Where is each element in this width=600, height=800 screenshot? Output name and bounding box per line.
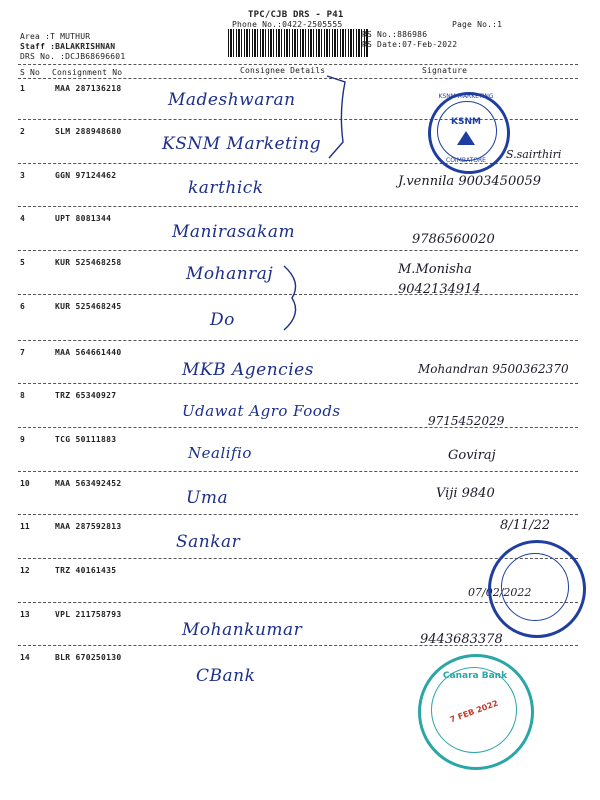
row-divider [18, 558, 578, 559]
col-sno: S No [20, 68, 41, 77]
page-number: Page No.:1 [452, 20, 503, 29]
signature: Mohandran 9500362370 [418, 362, 569, 376]
canara-stamp-date: 7 FEB 2022 [448, 698, 500, 725]
row-divider [18, 645, 578, 646]
consignment-number: TRZ 65340927 [55, 391, 117, 400]
consignee-name: KSNM Marketing [162, 134, 322, 154]
canara-bank-stamp [418, 654, 534, 770]
row-number: 8 [20, 391, 25, 400]
row-number: 4 [20, 214, 25, 223]
rs-number: RS No.:886986 [362, 30, 428, 39]
canara-stamp-title: Canara Bank [442, 671, 508, 681]
row-number: 11 [20, 522, 30, 531]
consignment-number: SLM 288948680 [55, 127, 122, 136]
consignee-name: Mohankumar [182, 620, 303, 640]
area-label: Area :T MUTHUR [20, 32, 91, 41]
row-divider [18, 471, 578, 472]
consignment-number: MAA 563492452 [55, 479, 122, 488]
signature: S.sairthiri [506, 148, 562, 161]
signature: 9443683378 [420, 632, 503, 647]
consignee-name: Uma [186, 488, 229, 508]
consignment-number: MAA 287592813 [55, 522, 122, 531]
col-signature: Signature [422, 66, 468, 75]
row-number: 10 [20, 479, 30, 488]
signature: 07/02/2022 [468, 586, 532, 599]
row-number: 12 [20, 566, 30, 575]
staff-label: Staff :BALAKRISHNAN [20, 42, 116, 51]
barcode [228, 29, 368, 57]
consignment-number: UPT 8081344 [55, 214, 112, 223]
ksnm-stamp-top: KSNM MARKETING [438, 93, 494, 100]
row-number: 6 [20, 302, 25, 311]
signature: Goviraj [448, 448, 496, 463]
consignee-name: Manirasakam [172, 222, 296, 242]
drs-number: DRS No. :DCJB68696601 [20, 52, 126, 61]
consignee-name: Mohanraj [186, 264, 274, 284]
header-divider [18, 64, 578, 65]
row-number: 14 [20, 653, 30, 662]
ksnm-stamp-center: KSNM [451, 117, 481, 127]
col-consignment: Consignment No [52, 68, 123, 77]
row-divider [18, 206, 578, 207]
consignment-number: KUR 525468245 [55, 302, 122, 311]
row-divider [18, 514, 578, 515]
row-number: 3 [20, 171, 25, 180]
consignment-number: MAA 564661440 [55, 348, 122, 357]
consignment-number: GGN 97124462 [55, 171, 117, 180]
document-title: TPC/CJB DRS - P41 [248, 10, 344, 20]
signature: M.Monisha 9042134914 [398, 262, 481, 297]
consignment-number: MAA 287136218 [55, 84, 122, 93]
row-number: 1 [20, 84, 25, 93]
consignee-name: Madeshwaran [168, 90, 296, 110]
row-number: 7 [20, 348, 25, 357]
consignee-name: CBank [196, 666, 256, 686]
rs-date: RS Date:07-Feb-2022 [362, 40, 458, 49]
row-number: 13 [20, 610, 30, 619]
row-divider [18, 250, 578, 251]
row-number: 5 [20, 258, 25, 267]
ksnm-logo-icon [455, 129, 477, 147]
consignee-name: karthick [188, 178, 264, 198]
consignee-name: MKB Agencies [182, 360, 314, 380]
consignee-name: Sankar [176, 532, 241, 552]
round-seal [488, 540, 586, 638]
signature: Viji 9840 [436, 486, 495, 501]
consignment-number: TRZ 40161435 [55, 566, 117, 575]
row-number: 2 [20, 127, 25, 136]
consignment-number: VPL 211758793 [55, 610, 122, 619]
col-details: Consignee Details [240, 66, 326, 75]
header-divider-bottom [18, 78, 578, 79]
consignee-name: Udawat Agro Foods [182, 402, 341, 420]
bracket-mark [325, 72, 355, 162]
brace-mark [280, 262, 310, 334]
ksnm-stamp-bottom: COIMBATORE [446, 157, 486, 164]
consignment-number: KUR 525468258 [55, 258, 122, 267]
consignment-number: TCG 50111883 [55, 435, 117, 444]
row-number: 9 [20, 435, 25, 444]
signature: 8/11/22 [500, 518, 551, 533]
row-divider [18, 383, 578, 384]
signature: 9715452029 [428, 414, 505, 428]
consignee-name: Nealifio [188, 444, 252, 462]
row-divider [18, 427, 578, 428]
ksnm-stamp [428, 92, 510, 174]
row-divider [18, 340, 578, 341]
signature: 9786560020 [412, 232, 495, 247]
consignment-number: BLR 670250130 [55, 653, 122, 662]
phone-number: Phone No.:0422-2505555 [232, 20, 343, 29]
consignee-name: Do [210, 310, 235, 330]
signature: J.vennila 9003450059 [398, 174, 542, 189]
